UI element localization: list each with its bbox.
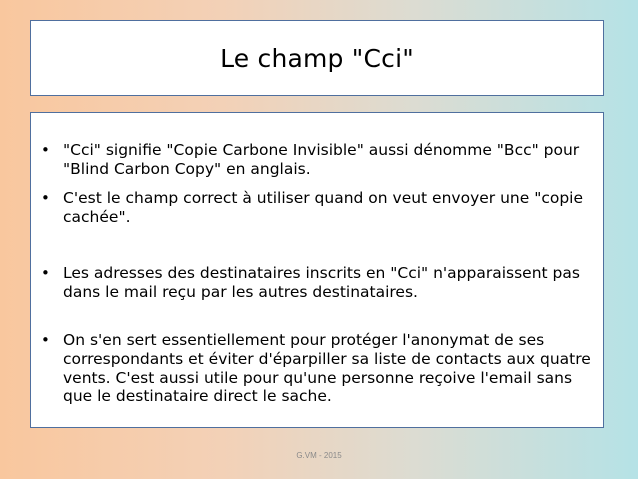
bullet-marker: •: [41, 141, 50, 159]
bullet-item: [41, 141, 593, 179]
slide-title: Le champ "Cci": [220, 43, 414, 73]
slide-footer: G.VM - 2015: [296, 451, 342, 460]
bullet-marker: •: [41, 264, 50, 282]
bullet-item: [41, 331, 593, 406]
slide-content-box: [30, 112, 604, 428]
bullet-text: C'est le champ correct à utiliser quand on veut envoyer une "copie cachée".: [63, 189, 584, 226]
bullet-marker: •: [41, 189, 50, 207]
slide-title-box: [30, 20, 604, 96]
bullet-text: Les adresses des destinataires inscrits en "Cci" n'apparaissent pas dans le mail reçu par les autres destinataires.: [63, 264, 580, 301]
bullet-item: [41, 189, 593, 227]
bullet-text: On s'en sert essentiellement pour protéger l'anonymat de ses correspondants et éviter d'éparpiller sa liste de contacts aux quatre vents. C'est aussi utile pour qu'une personne reçoive l'email sans que le destinataire direct le sache.: [63, 331, 591, 406]
bullet-marker: •: [41, 331, 50, 349]
bullet-text: "Cci" signifie "Copie Carbone Invisible" aussi dénomme "Bcc" pour "Blind Carbon Copy" en anglais.: [63, 141, 580, 178]
bullet-item: [41, 264, 593, 302]
